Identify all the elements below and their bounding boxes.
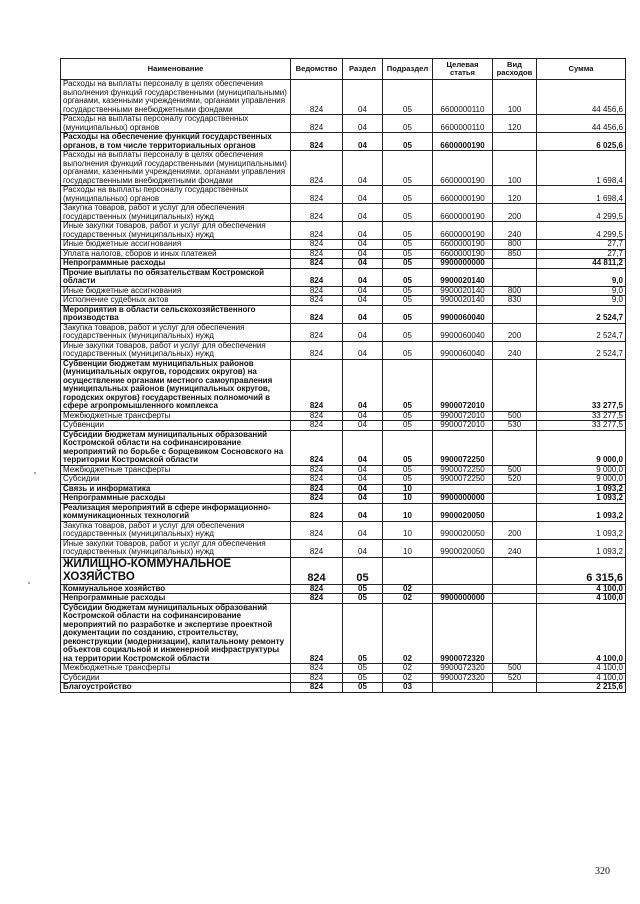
cell-department: 824	[291, 539, 343, 557]
table-row	[61, 594, 626, 604]
cell-name: Закупка товаров, работ и услуг для обеспечения государственных (муниципальных) нужд	[61, 521, 291, 539]
cell-name: Иные бюджетные ассигнования	[61, 240, 291, 250]
cell-expense-type: 200	[493, 323, 537, 341]
page-number: 320	[595, 866, 610, 877]
cell-department: 824	[291, 286, 343, 296]
cell-expense-type: 200	[493, 521, 537, 539]
table-row	[61, 133, 626, 151]
cell-subsection: 05	[383, 268, 433, 286]
cell-amount: 27,7	[537, 249, 626, 259]
cell-name: Непрограммные расходы	[61, 594, 291, 604]
cell-name: Расходы на выплаты персоналу в целях обеспечения выполнения функций государственными (муниципальными) органами, казенными учреждениями, органами управления государственными внебюджетными фондами	[61, 151, 291, 186]
cell-department: 824	[291, 494, 343, 504]
cell-target-item: 9900072250	[433, 465, 493, 475]
cell-target-item: 6600000110	[433, 80, 493, 115]
cell-expense-type: 520	[493, 673, 537, 683]
cell-name: Иные закупки товаров, работ и услуг для обеспечения государственных (муниципальных) нужд	[61, 341, 291, 359]
cell-amount: 4 100,0	[537, 584, 626, 594]
cell-name: Субсидии	[61, 673, 291, 683]
cell-section: 04	[343, 475, 383, 485]
cell-target-item: 6600000190	[433, 204, 493, 222]
cell-section: 05	[343, 603, 383, 664]
cell-amount: 1 093,2	[537, 539, 626, 557]
cell-name: Субсидии бюджетам муниципальных образований Костромской области на софинансирование мероприятий по разработке и экспертизе проектной документации по созданию, строительству, реконструкции (модернизации), капитальному ремонту объектов социальной и инженерной инфраструктуры на территории Костромской области	[61, 603, 291, 664]
cell-department: 824	[291, 186, 343, 204]
cell-expense-type	[493, 503, 537, 521]
cell-section: 04	[343, 411, 383, 421]
cell-subsection: 10	[383, 539, 433, 557]
cell-amount: 4 100,0	[537, 594, 626, 604]
cell-subsection: 10	[383, 484, 433, 494]
cell-subsection: 05	[383, 186, 433, 204]
cell-department: 824	[291, 411, 343, 421]
cell-department: 824	[291, 240, 343, 250]
cell-target-item: 9900072250	[433, 430, 493, 465]
table-row	[61, 115, 626, 133]
cell-subsection: 05	[383, 133, 433, 151]
cell-section: 04	[343, 80, 383, 115]
header-subsection: Подраздел	[383, 59, 433, 80]
cell-amount: 9 000,0	[537, 465, 626, 475]
table-row	[61, 557, 626, 584]
cell-name: Реализация мероприятий в сфере информационно-коммуникационных технологий	[61, 503, 291, 521]
cell-expense-type	[493, 268, 537, 286]
cell-name: Иные закупки товаров, работ и услуг для обеспечения государственных (муниципальных) нужд	[61, 539, 291, 557]
cell-target-item: 9900020050	[433, 521, 493, 539]
cell-expense-type: 830	[493, 296, 537, 306]
cell-section: 04	[343, 484, 383, 494]
cell-section: 04	[343, 133, 383, 151]
cell-amount: 2 524,7	[537, 341, 626, 359]
cell-name: Закупка товаров, работ и услуг для обеспечения государственных (муниципальных) нужд	[61, 204, 291, 222]
cell-department: 824	[291, 521, 343, 539]
scan-speck	[34, 472, 36, 474]
cell-subsection: 05	[383, 222, 433, 240]
cell-subsection: 10	[383, 494, 433, 504]
cell-subsection: 05	[383, 421, 433, 431]
cell-subsection: 05	[383, 411, 433, 421]
cell-target-item: 9900072010	[433, 359, 493, 411]
cell-expense-type	[493, 603, 537, 664]
cell-name: Непрограммные расходы	[61, 259, 291, 269]
cell-subsection: 05	[383, 115, 433, 133]
table-row	[61, 204, 626, 222]
cell-subsection: 05	[383, 475, 433, 485]
cell-section: 04	[343, 359, 383, 411]
cell-department: 824	[291, 249, 343, 259]
cell-subsection: 05	[383, 465, 433, 475]
cell-department: 824	[291, 484, 343, 494]
table-row	[61, 664, 626, 674]
cell-section: 04	[343, 494, 383, 504]
cell-department: 824	[291, 584, 343, 594]
cell-expense-type: 530	[493, 421, 537, 431]
cell-expense-type	[493, 594, 537, 604]
cell-target-item: 9900000000	[433, 259, 493, 269]
table-row	[61, 503, 626, 521]
cell-amount: 9,0	[537, 286, 626, 296]
cell-section: 04	[343, 240, 383, 250]
cell-amount: 9 000,0	[537, 475, 626, 485]
cell-name: Непрограммные расходы	[61, 494, 291, 504]
cell-department: 824	[291, 503, 343, 521]
cell-target-item: 9900020140	[433, 268, 493, 286]
cell-section: 04	[343, 249, 383, 259]
cell-expense-type	[493, 584, 537, 594]
cell-amount: 4 100,0	[537, 664, 626, 674]
table-row	[61, 80, 626, 115]
cell-department: 824	[291, 557, 343, 584]
cell-amount: 6 315,6	[537, 557, 626, 584]
cell-subsection: 05	[383, 359, 433, 411]
cell-target-item: 6600000190	[433, 186, 493, 204]
cell-subsection: 05	[383, 204, 433, 222]
cell-department: 824	[291, 673, 343, 683]
cell-section: 04	[343, 430, 383, 465]
cell-name: Иные бюджетные ассигнования	[61, 286, 291, 296]
cell-name: Субвенции	[61, 421, 291, 431]
cell-department: 824	[291, 664, 343, 674]
cell-department: 824	[291, 80, 343, 115]
cell-amount: 1 093,2	[537, 494, 626, 504]
scan-speck	[28, 582, 30, 584]
cell-expense-type: 500	[493, 411, 537, 421]
cell-expense-type: 240	[493, 539, 537, 557]
cell-expense-type: 120	[493, 115, 537, 133]
cell-amount: 1 698,4	[537, 151, 626, 186]
header-amount: Сумма	[537, 59, 626, 80]
cell-subsection: 02	[383, 603, 433, 664]
cell-amount: 9,0	[537, 268, 626, 286]
table-row	[61, 475, 626, 485]
cell-target-item: 9900060040	[433, 341, 493, 359]
cell-subsection: 02	[383, 584, 433, 594]
cell-amount: 9 000,0	[537, 430, 626, 465]
cell-expense-type	[493, 557, 537, 584]
cell-department: 824	[291, 683, 343, 693]
cell-name: Коммунальное хозяйство	[61, 584, 291, 594]
cell-section: 04	[343, 186, 383, 204]
cell-amount: 4 100,0	[537, 673, 626, 683]
table-row	[61, 359, 626, 411]
cell-name: ЖИЛИЩНО-КОММУНАЛЬНОЕ ХОЗЯЙСТВО	[61, 557, 291, 584]
cell-section: 05	[343, 673, 383, 683]
table-row	[61, 421, 626, 431]
cell-subsection	[383, 557, 433, 584]
cell-subsection: 05	[383, 259, 433, 269]
cell-amount: 1 698,4	[537, 186, 626, 204]
cell-amount: 1 093,2	[537, 521, 626, 539]
cell-target-item	[433, 584, 493, 594]
cell-name: Закупка товаров, работ и услуг для обеспечения государственных (муниципальных) нужд	[61, 323, 291, 341]
cell-target-item: 6600000190	[433, 240, 493, 250]
cell-target-item: 9900060040	[433, 305, 493, 323]
cell-subsection: 02	[383, 673, 433, 683]
cell-expense-type	[493, 259, 537, 269]
cell-section: 04	[343, 151, 383, 186]
table-row	[61, 186, 626, 204]
cell-section: 04	[343, 222, 383, 240]
cell-amount: 4 299,5	[537, 204, 626, 222]
cell-amount: 2 215,6	[537, 683, 626, 693]
cell-amount: 33 277,5	[537, 421, 626, 431]
cell-expense-type: 100	[493, 151, 537, 186]
header-section: Раздел	[343, 59, 383, 80]
cell-name: Благоустройство	[61, 683, 291, 693]
table-row	[61, 222, 626, 240]
cell-expense-type: 200	[493, 204, 537, 222]
cell-department: 824	[291, 133, 343, 151]
cell-expense-type: 240	[493, 222, 537, 240]
cell-amount: 1 093,2	[537, 503, 626, 521]
cell-section: 04	[343, 341, 383, 359]
cell-department: 824	[291, 421, 343, 431]
cell-target-item: 9900000000	[433, 494, 493, 504]
cell-section: 04	[343, 259, 383, 269]
table-row	[61, 305, 626, 323]
cell-expense-type	[493, 494, 537, 504]
cell-name: Мероприятия в области сельскохозяйственного производства	[61, 305, 291, 323]
cell-subsection: 02	[383, 664, 433, 674]
cell-expense-type: 120	[493, 186, 537, 204]
table-row	[61, 240, 626, 250]
table-row	[61, 151, 626, 186]
table-body	[61, 80, 626, 693]
cell-name: Субвенции бюджетам муниципальных районов (муниципальных округов, городских округов) на осуществление органами местного самоуправления муниципальных районов (муниципальных округов, городских округов) государственных полномочий в сфере агропромышленного комплекса	[61, 359, 291, 411]
cell-section: 04	[343, 421, 383, 431]
cell-expense-type	[493, 305, 537, 323]
cell-subsection: 05	[383, 296, 433, 306]
table-row	[61, 603, 626, 664]
cell-department: 824	[291, 341, 343, 359]
table-row	[61, 673, 626, 683]
cell-amount: 1 093,2	[537, 484, 626, 494]
table-row	[61, 411, 626, 421]
cell-subsection: 05	[383, 341, 433, 359]
cell-subsection: 05	[383, 249, 433, 259]
cell-target-item: 6600000110	[433, 115, 493, 133]
cell-amount: 44 456,6	[537, 80, 626, 115]
cell-amount: 2 524,7	[537, 305, 626, 323]
table-row	[61, 484, 626, 494]
cell-amount: 44 456,6	[537, 115, 626, 133]
table-row	[61, 584, 626, 594]
cell-subsection: 05	[383, 305, 433, 323]
table-row	[61, 494, 626, 504]
cell-target-item: 6600000190	[433, 222, 493, 240]
cell-subsection: 10	[383, 521, 433, 539]
cell-section: 04	[343, 465, 383, 475]
table-row	[61, 286, 626, 296]
cell-name: Иные закупки товаров, работ и услуг для обеспечения государственных (муниципальных) нужд	[61, 222, 291, 240]
cell-section: 04	[343, 296, 383, 306]
cell-department: 824	[291, 151, 343, 186]
cell-name: Прочие выплаты по обязательствам Костромской области	[61, 268, 291, 286]
cell-section: 04	[343, 286, 383, 296]
cell-target-item: 6600000190	[433, 133, 493, 151]
cell-name: Субсидии бюджетам муниципальных образований Костромской области на софинансирование мероприятий по борьбе с борщевиком Сосновского на территории Костромской области	[61, 430, 291, 465]
cell-target-item: 9900072320	[433, 673, 493, 683]
cell-amount: 33 277,5	[537, 411, 626, 421]
cell-expense-type	[493, 430, 537, 465]
cell-expense-type: 800	[493, 286, 537, 296]
cell-amount: 4 100,0	[537, 603, 626, 664]
cell-section: 05	[343, 664, 383, 674]
cell-target-item: 9900072010	[433, 411, 493, 421]
cell-expense-type: 500	[493, 664, 537, 674]
cell-expense-type	[493, 133, 537, 151]
cell-name: Связь и информатика	[61, 484, 291, 494]
table-row	[61, 430, 626, 465]
cell-section: 04	[343, 503, 383, 521]
cell-section: 04	[343, 115, 383, 133]
cell-subsection: 05	[383, 151, 433, 186]
cell-expense-type	[493, 484, 537, 494]
cell-expense-type	[493, 359, 537, 411]
table-header-row	[61, 59, 626, 80]
cell-section: 04	[343, 305, 383, 323]
cell-subsection: 05	[383, 240, 433, 250]
cell-expense-type: 500	[493, 465, 537, 475]
cell-section: 04	[343, 204, 383, 222]
cell-name: Исполнение судебных актов	[61, 296, 291, 306]
table-row	[61, 465, 626, 475]
table-row	[61, 683, 626, 693]
cell-target-item: 9900000000	[433, 594, 493, 604]
cell-target-item: 9900020140	[433, 296, 493, 306]
cell-amount: 2 524,7	[537, 323, 626, 341]
cell-department: 824	[291, 222, 343, 240]
cell-amount: 6 025,6	[537, 133, 626, 151]
cell-name: Расходы на выплаты персоналу государственных (муниципальных) органов	[61, 115, 291, 133]
cell-target-item: 9900020140	[433, 286, 493, 296]
cell-subsection: 05	[383, 286, 433, 296]
cell-subsection: 05	[383, 430, 433, 465]
cell-name: Расходы на обеспечение функций государственных органов, в том числе территориальных органов	[61, 133, 291, 151]
cell-target-item: 9900072250	[433, 475, 493, 485]
cell-target-item	[433, 683, 493, 693]
header-department: Ведомство	[291, 59, 343, 80]
cell-target-item: 9900072010	[433, 421, 493, 431]
cell-section: 05	[343, 584, 383, 594]
cell-target-item	[433, 484, 493, 494]
cell-name: Межбюджетные трансферты	[61, 664, 291, 674]
cell-target-item: 9900060040	[433, 323, 493, 341]
cell-expense-type: 800	[493, 240, 537, 250]
cell-department: 824	[291, 323, 343, 341]
table-row	[61, 268, 626, 286]
cell-section: 05	[343, 557, 383, 584]
cell-subsection: 10	[383, 503, 433, 521]
cell-department: 824	[291, 603, 343, 664]
cell-department: 824	[291, 259, 343, 269]
cell-section: 04	[343, 268, 383, 286]
cell-amount: 44 811,2	[537, 259, 626, 269]
cell-section: 05	[343, 683, 383, 693]
cell-section: 05	[343, 594, 383, 604]
cell-department: 824	[291, 115, 343, 133]
cell-target-item: 9900020050	[433, 503, 493, 521]
budget-table	[60, 58, 626, 693]
cell-target-item	[433, 557, 493, 584]
table-row	[61, 323, 626, 341]
cell-expense-type	[493, 683, 537, 693]
cell-amount: 33 277,5	[537, 359, 626, 411]
cell-subsection: 02	[383, 594, 433, 604]
table-row	[61, 521, 626, 539]
cell-target-item: 6600000190	[433, 151, 493, 186]
cell-department: 824	[291, 465, 343, 475]
header-expense-type: Вид расходов	[493, 59, 537, 80]
cell-section: 04	[343, 521, 383, 539]
table-row	[61, 539, 626, 557]
cell-expense-type: 100	[493, 80, 537, 115]
table-row	[61, 296, 626, 306]
cell-name: Межбюджетные трансферты	[61, 411, 291, 421]
cell-amount: 4 299,5	[537, 222, 626, 240]
table-row	[61, 249, 626, 259]
cell-name: Уплата налогов, сборов и иных платежей	[61, 249, 291, 259]
table-row	[61, 341, 626, 359]
cell-department: 824	[291, 305, 343, 323]
cell-name: Расходы на выплаты персоналу государственных (муниципальных) органов	[61, 186, 291, 204]
cell-department: 824	[291, 204, 343, 222]
cell-subsection: 05	[383, 80, 433, 115]
cell-expense-type: 240	[493, 341, 537, 359]
cell-target-item: 9900072320	[433, 664, 493, 674]
cell-department: 824	[291, 268, 343, 286]
cell-department: 824	[291, 594, 343, 604]
cell-target-item: 6600000190	[433, 249, 493, 259]
header-name: Наименование	[61, 59, 291, 80]
cell-subsection: 05	[383, 323, 433, 341]
header-target-item: Целевая статья	[433, 59, 493, 80]
cell-amount: 27,7	[537, 240, 626, 250]
cell-subsection: 03	[383, 683, 433, 693]
cell-name: Расходы на выплаты персоналу в целях обеспечения выполнения функций государственными (муниципальными) органами, казенными учреждениями, органами управления государственными внебюджетными фондами	[61, 80, 291, 115]
cell-expense-type: 850	[493, 249, 537, 259]
cell-department: 824	[291, 296, 343, 306]
cell-target-item: 9900072320	[433, 603, 493, 664]
cell-name: Межбюджетные трансферты	[61, 465, 291, 475]
cell-department: 824	[291, 430, 343, 465]
cell-expense-type: 520	[493, 475, 537, 485]
cell-amount: 9,0	[537, 296, 626, 306]
cell-target-item: 9900020050	[433, 539, 493, 557]
cell-section: 04	[343, 539, 383, 557]
cell-department: 824	[291, 359, 343, 411]
cell-section: 04	[343, 323, 383, 341]
cell-name: Субсидии	[61, 475, 291, 485]
table-row	[61, 259, 626, 269]
cell-department: 824	[291, 475, 343, 485]
